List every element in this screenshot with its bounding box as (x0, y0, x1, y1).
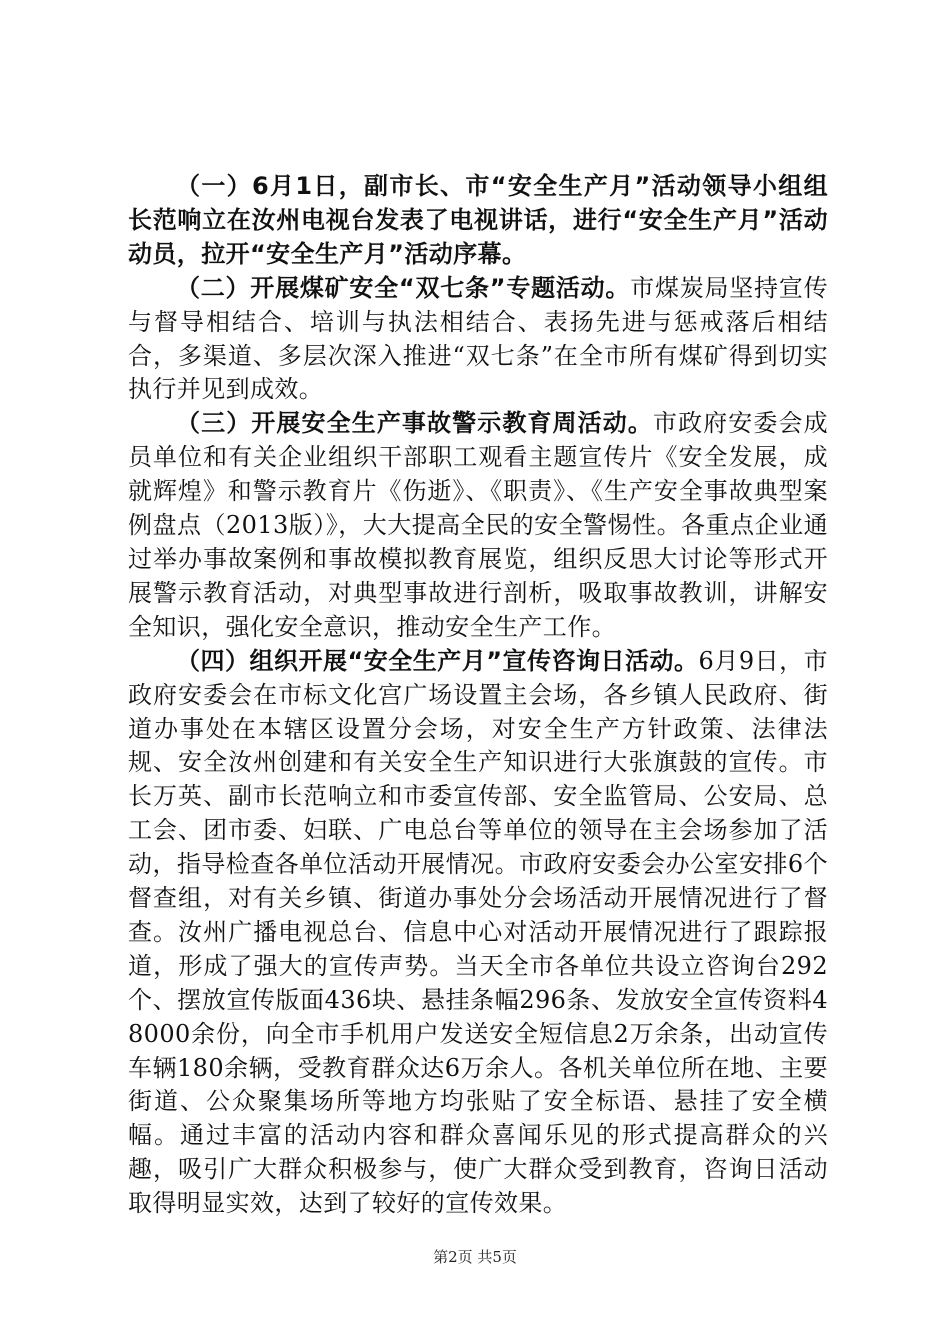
paragraph-1 (128, 170, 828, 272)
paragraph-2-heading: （二）开展煤矿安全“双七条”专题活动。 (176, 273, 631, 302)
paragraph-2 (128, 272, 828, 408)
paragraph-4-text: 6月9日，市政府安委会在市标文化宫广场设置主会场，各乡镇人民政府、街道办事处在本辖区设置分会场，对安全生产方针政策、法律法规、安全汝州创建和有关安全生产知识进行大张旗鼓的宣传。市长万英、副市长范响立和市委宣传部、安全监管局、公安局、总工会、团市委、妇联、广电总台等单位的领导在主会场参加了活动，指导检查各单位活动开展情况。市政府安委会办公室安排6个督查组，对有关乡镇、街道办事处分会场活动开展情况进行了督查。汝州广播电视总台、信息中心对活动开展情况进行了跟踪报道，形成了强大的宣传声势。当天全市各单位共设立咨询台292个、摆放宣传版面436块、悬挂条幅296条、发放安全宣传资料48000余份，向全市手机用户发送安全短信息2万余条，出动宣传车辆180余辆，受教育群众达6万余人。各机关单位所在地、主要街道、公众聚集场所等地方均张贴了安全标语、悬挂了安全横幅。通过丰富的活动内容和群众喜闻乐见的形式提高群众的兴趣，吸引广大群众积极参与，使广大群众受到教育，咨询日活动取得明显实效，达到了较好的宣传效果。 (128, 646, 828, 1218)
document-body (128, 170, 828, 1221)
paragraph-4-heading: （四）组织开展“安全生产月”宣传咨询日活动。 (176, 646, 699, 675)
paragraph-4 (128, 645, 828, 1221)
paragraph-3-text: 市政府安委会成员单位和有关企业组织干部职工观看主题宣传片《安全发展，成就辉煌》和警示教育片《伤逝》、《职责》、《生产安全事故典型案例盘点（2013版）》，大大提高全民的安全警惕性。各重点企业通过举办事故案例和事故模拟教育展览，组织反思大讨论等形式开展警示教育活动，对典型事故进行剖析，吸取事故教训，讲解安全知识，强化安全意识，推动安全生产工作。 (128, 409, 828, 641)
paragraph-2-text: 市煤炭局坚持宣传与督导相结合、培训与执法相结合、表扬先进与惩戒落后相结合，多渠道、多层次深入推进“双七条”在全市所有煤矿得到切实执行并见到成效。 (128, 273, 828, 404)
paragraph-3 (128, 407, 828, 644)
page-number-footer: 第2页 共5页 (433, 1248, 517, 1266)
paragraph-3-heading: （三）开展安全生产事故警示教育周活动。 (176, 409, 653, 438)
paragraph-1-text: （一）6月1日，副市长、市“安全生产月”活动领导小组组长范响立在汝州电视台发表了电视讲话，进行“安全生产月”活动动员，拉开“安全生产月”活动序幕。 (128, 172, 828, 268)
